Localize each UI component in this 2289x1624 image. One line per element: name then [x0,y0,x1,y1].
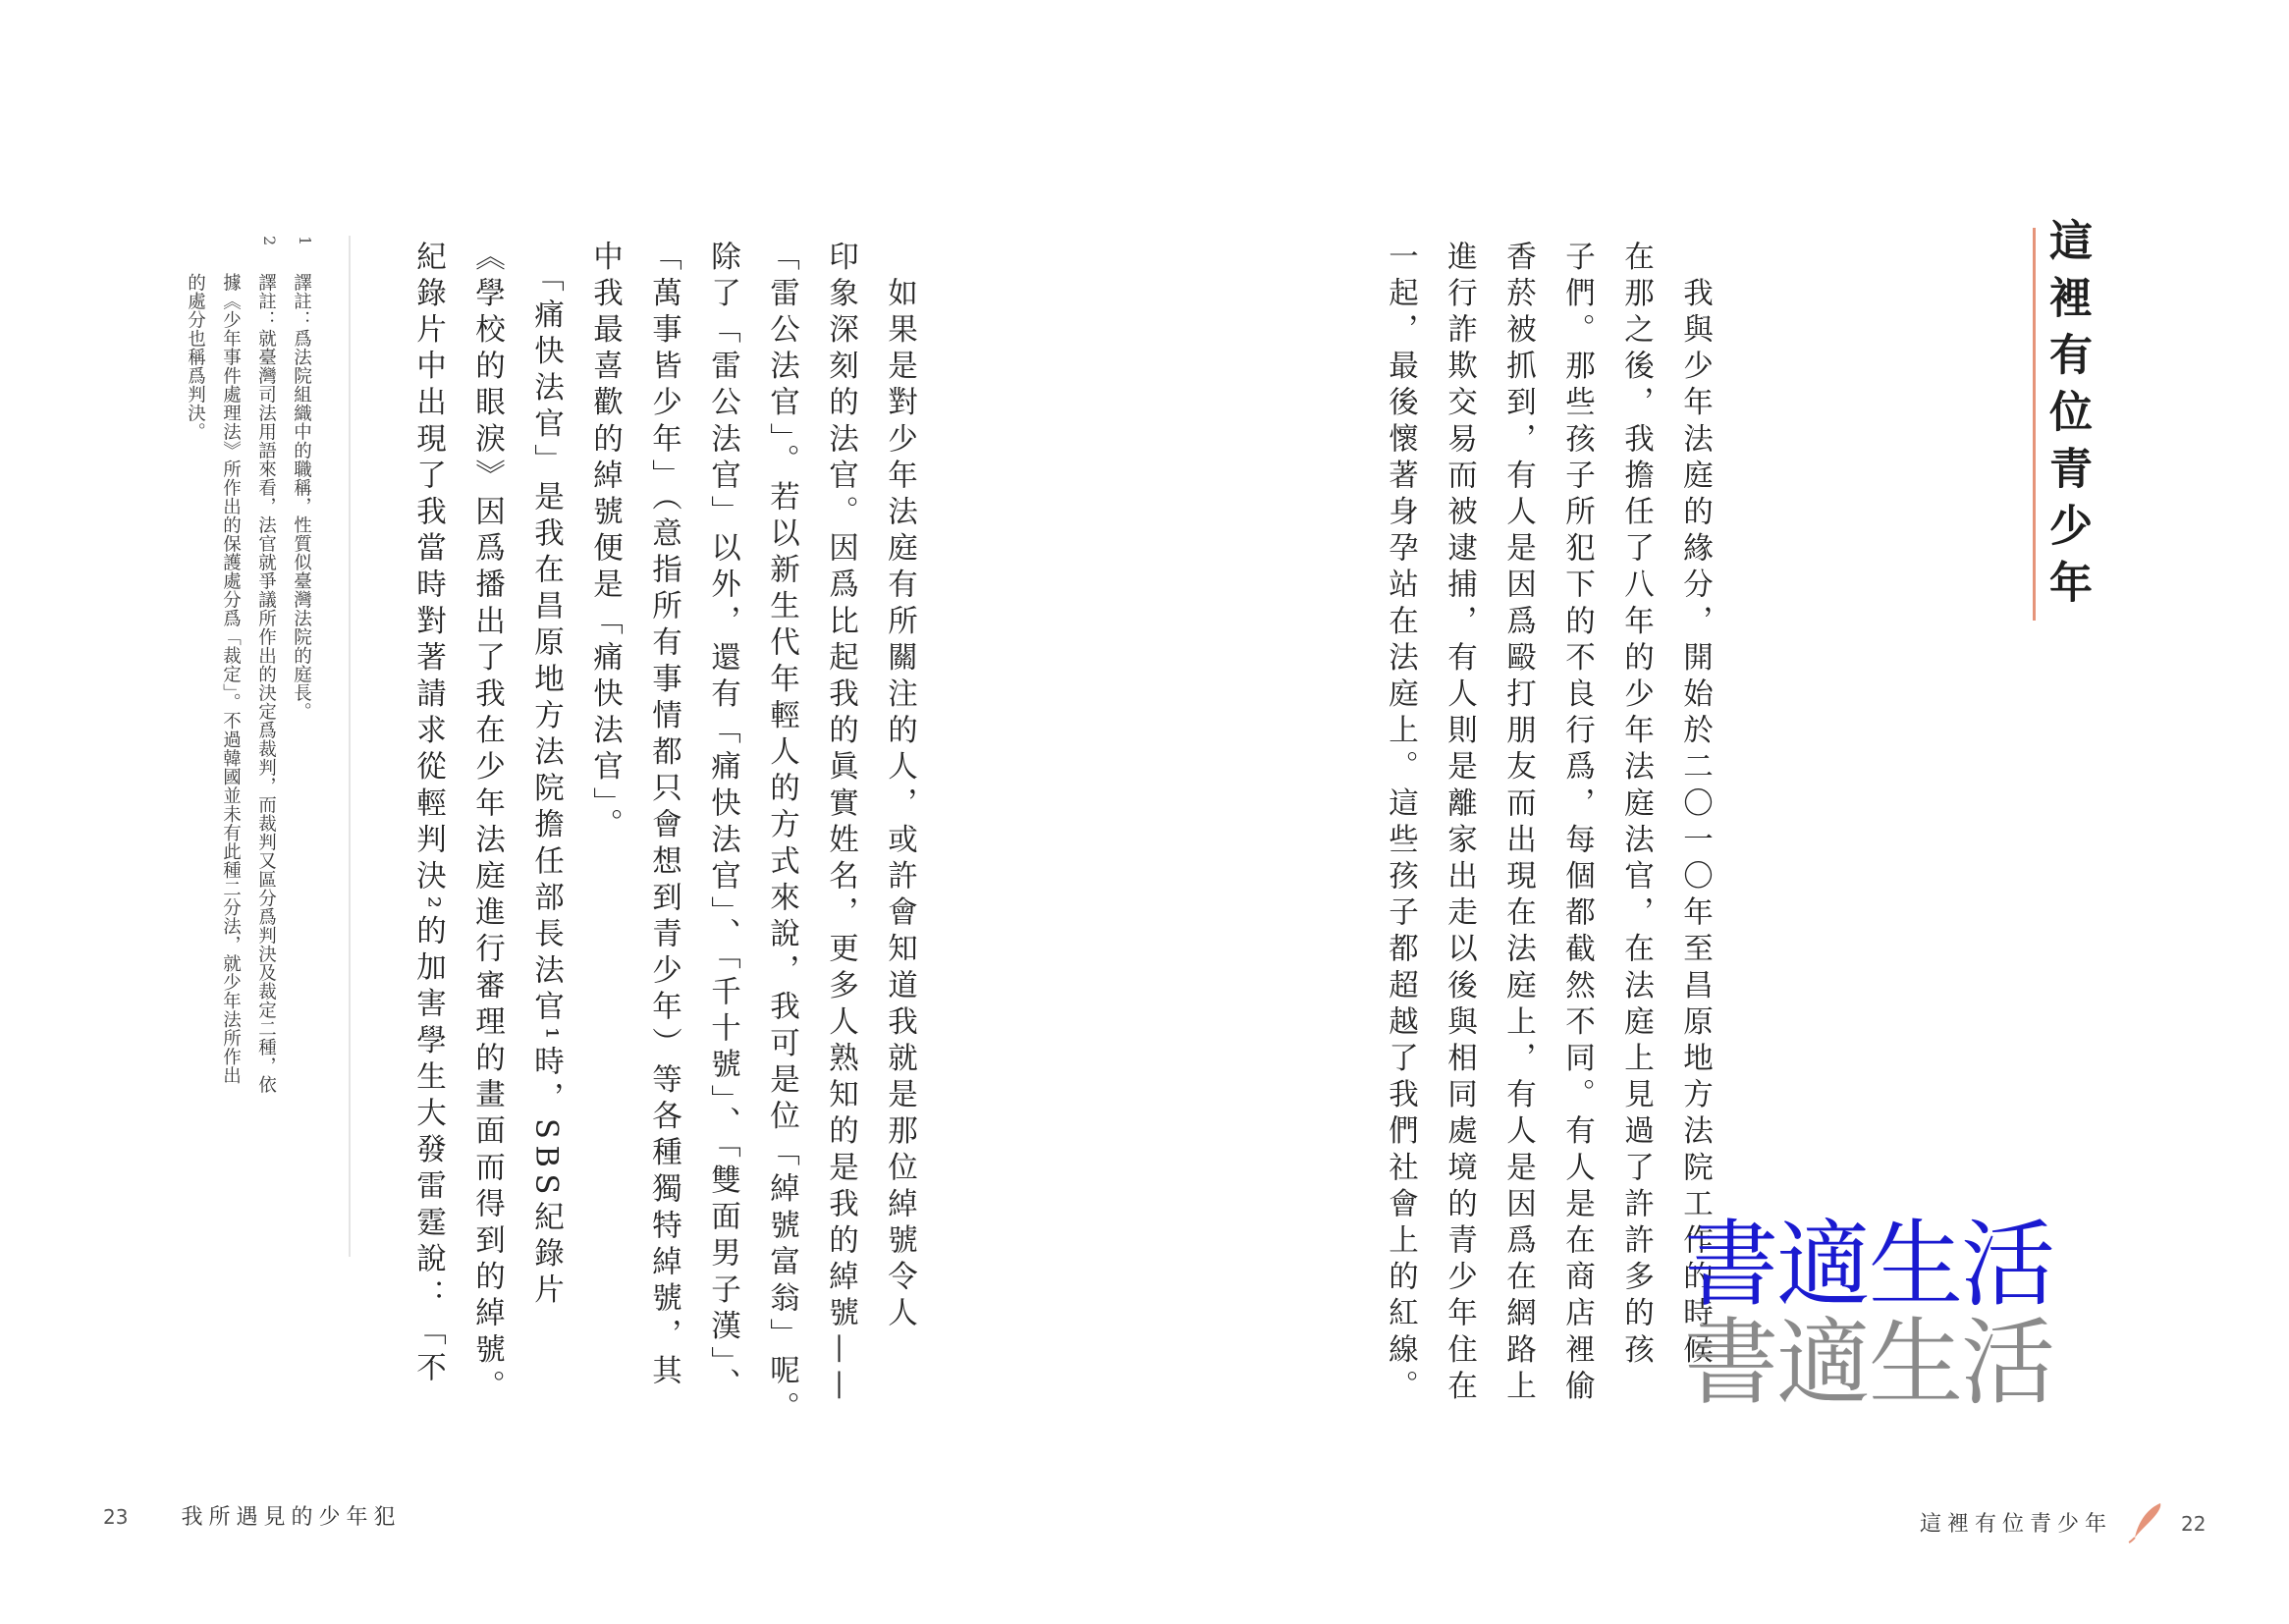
left-paragraph-line-1: 如果是對少年法庭有所關注的人，或許會知道我就是那位綽號令人 [882,241,917,1333]
left-paragraph-line-7: 「痛快法官」是我在昌原地方法院擔任部長法官¹時，SBS紀錄片 [528,241,564,1311]
left-page-number: 23 [103,1505,129,1529]
footnote-1-line-1: 譯註：爲法院組織中的職稱，性質似臺灣法院的庭長。 [291,273,312,721]
right-paragraph-line-5: 進行詐欺交易而被逮捕，有人則是離家出走以後與相同處境的青少年住在 [1442,241,1477,1407]
right-footer [1920,1500,2206,1549]
right-paragraph-line-4: 香菸被抓到，有人是因爲毆打朋友而出現在法庭上，有人是因爲在網路上 [1500,241,1536,1407]
right-page-number: 22 [2181,1512,2207,1536]
feather-icon [2127,1500,2166,1549]
footnote-2-line-2: 據《少年事件處理法》所作出的保護處分爲「裁定」。不過韓國並未有此種二分法，就少年法所作出 [220,273,242,1085]
left-paragraph-line-3: 「雷公法官」。若以新生代年輕人的方式來說，我可是位「綽號富翁」呢。 [764,241,799,1429]
footnote-2-line-3: 的處分也稱爲判決。 [185,273,206,441]
right-paragraph-line-6: 一起，最後懷著身孕站在法庭上。這些孩子都超越了我們社會上的紅線。 [1383,241,1418,1407]
left-running-title: 我所遇見的少年犯 [181,1505,402,1530]
right-paragraph-line-3: 子們。那些孩子所犯下的不良行爲，每個都截然不同。有人是在商店裡偷 [1559,241,1595,1407]
title-accent-rule [2033,228,2036,621]
footnote-2-number: 2 [260,236,279,246]
footnote-divider [349,236,351,1257]
left-paragraph-line-8: 《學校的眼淚》因爲播出了我在少年法庭進行審理的畫面而得到的綽號。 [469,241,505,1407]
left-paragraph-line-4: 除了「雷公法官」以外，還有「痛快法官」、「千十號」、「雙面男子漢」、 [705,241,740,1405]
footnote-2-line-1: 譯註：就臺灣司法用語來看，法官就爭議所作出的決定爲裁判，而裁判又區分爲判決及裁定二種，依 [255,273,277,1094]
left-paragraph-line-2: 印象深刻的法官。因爲比起我的眞實姓名，更多人熟知的是我的綽號—— [823,241,858,1407]
watermark-line-2: 書適生活 [1684,1308,2053,1418]
watermark-line-1: 書適生活 [1684,1210,2053,1320]
left-paragraph-line-6: 中我最喜歡的綽號便是「痛快法官」。 [587,241,623,845]
right-running-title: 這裡有位青少年 [1920,1512,2113,1537]
right-paragraph-line-1: 我與少年法庭的緣分，開始於二〇一〇年至昌原地方法院工作的時候 [1677,241,1713,1371]
left-paragraph-line-9: 紀錄片中出現了我當時對著請求從輕判決²的加害學生大發雷霆說：「不 [410,241,446,1388]
chapter-title: 這裡有位青少年 [2042,218,2092,617]
right-paragraph-line-2: 在那之後，我擔任了八年的少年法庭法官，在法庭上見過了許許多的孩 [1618,241,1654,1371]
footnote-1-number: 1 [296,236,314,246]
left-footer [103,1500,401,1531]
left-paragraph-line-5: 「萬事皆少年」（意指所有事情都只會想到青少年）等各種獨特綽號，其 [646,241,681,1391]
